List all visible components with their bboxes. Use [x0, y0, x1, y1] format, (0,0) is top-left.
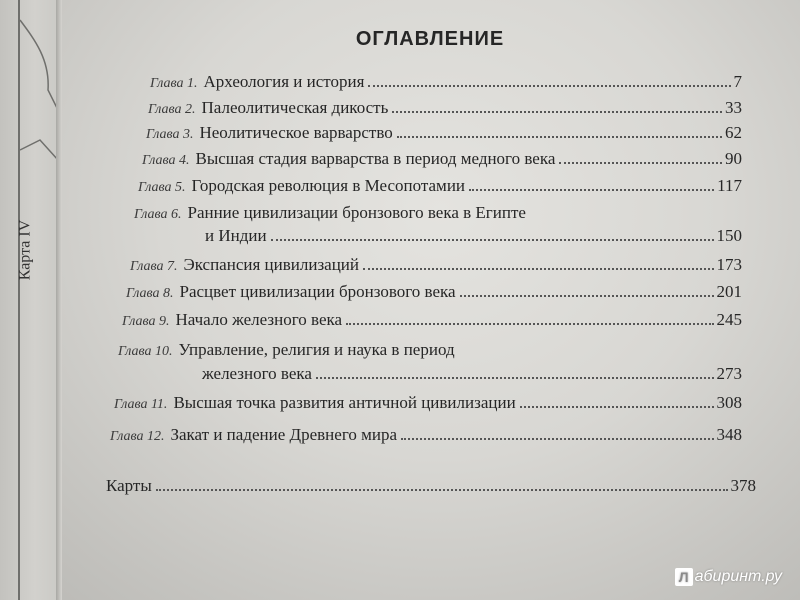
chapter-label: Глава 2. — [148, 102, 196, 117]
chapter-title: Высшая стадия варварства в период медного века — [195, 149, 556, 168]
labirint-watermark — [675, 568, 782, 586]
chapter-label: Глава 5. — [138, 180, 186, 195]
chapter-title: Управление, религия и наука в период — [178, 340, 455, 359]
toc-entry-10-line2 — [202, 364, 742, 384]
page-number: 62 — [725, 123, 742, 142]
toc-entry-12 — [110, 425, 742, 447]
dot-leader — [401, 438, 713, 440]
dot-leader — [368, 85, 730, 87]
labirint-logo-icon: Л — [675, 568, 693, 586]
chapter-label: Глава 11. — [114, 397, 168, 412]
chapter-title: Археология и история — [203, 72, 365, 91]
dot-leader — [397, 136, 722, 138]
dot-leader — [520, 406, 714, 408]
toc-entry-maps — [106, 476, 756, 496]
chapter-title: Городская революция в Месопотамии — [191, 176, 466, 195]
page-number: 7 — [733, 72, 742, 91]
chapter-label: Глава 6. — [134, 207, 182, 222]
dot-leader — [559, 162, 722, 164]
chapter-title-continued: железного века — [202, 364, 312, 383]
page-number: 150 — [716, 226, 742, 245]
page-number: 378 — [730, 476, 756, 495]
dot-leader — [316, 377, 714, 379]
chapter-label: Глава 8. — [126, 286, 174, 301]
page-number: 245 — [716, 310, 742, 329]
page-number: 173 — [716, 255, 742, 274]
chapter-title: Палеолитическая дикость — [201, 98, 389, 117]
toc-entry-10-line1 — [118, 340, 455, 362]
chapter-label: Глава 7. — [130, 259, 178, 274]
page-number: 201 — [716, 282, 742, 301]
chapter-title: Экспансия цивилизаций — [183, 255, 359, 274]
toc-entry-8 — [126, 282, 742, 304]
dot-leader — [346, 323, 713, 325]
chapter-title: Закат и падение Древнего мира — [170, 425, 398, 444]
chapter-label: Глава 10. — [118, 344, 173, 359]
toc-entry-4 — [142, 149, 742, 171]
toc-entry-9 — [122, 310, 742, 332]
toc-entry-2 — [148, 98, 742, 120]
dot-leader — [392, 111, 722, 113]
chapter-title: Высшая точка развития античной цивилизации — [173, 393, 516, 412]
dot-leader — [156, 489, 728, 491]
chapter-label: Глава 3. — [146, 127, 194, 142]
dot-leader — [363, 268, 714, 270]
chapter-title: Начало железного века — [175, 310, 343, 329]
page-number: 90 — [725, 149, 742, 168]
dot-leader — [460, 295, 714, 297]
chapter-title: Расцвет цивилизации бронзового века — [179, 282, 456, 301]
page-number: 273 — [716, 364, 742, 383]
toc-title: ОГЛАВЛЕНИЕ — [355, 28, 505, 50]
page-number: 117 — [717, 176, 742, 195]
chapter-title: Ранние цивилизации бронзового века в Египте — [187, 203, 526, 222]
page-number: 308 — [716, 393, 742, 412]
chapter-label: Глава 1. — [150, 76, 198, 91]
chapter-title: Неолитическое варварство — [199, 123, 393, 142]
toc-entry-5 — [138, 176, 742, 198]
toc-entry-6-line1 — [134, 203, 526, 225]
map-label: Карта IV — [16, 219, 33, 281]
toc-entry-7 — [130, 255, 742, 277]
page-number: 33 — [725, 98, 742, 117]
dot-leader — [271, 239, 714, 241]
watermark-text: абиринт.ру — [694, 568, 782, 585]
toc-entry-11 — [114, 393, 742, 415]
toc-entry-3 — [146, 123, 742, 145]
chapter-label: Глава 4. — [142, 153, 190, 168]
toc-entry-1 — [150, 72, 742, 94]
page-number: 348 — [716, 425, 742, 444]
chapter-label: Глава 12. — [110, 429, 165, 444]
toc-entry-6-line2 — [205, 226, 742, 246]
dot-leader — [469, 189, 714, 191]
chapter-label: Глава 9. — [122, 314, 170, 329]
maps-title: Карты — [106, 476, 152, 495]
chapter-title-continued: и Индии — [205, 226, 267, 245]
